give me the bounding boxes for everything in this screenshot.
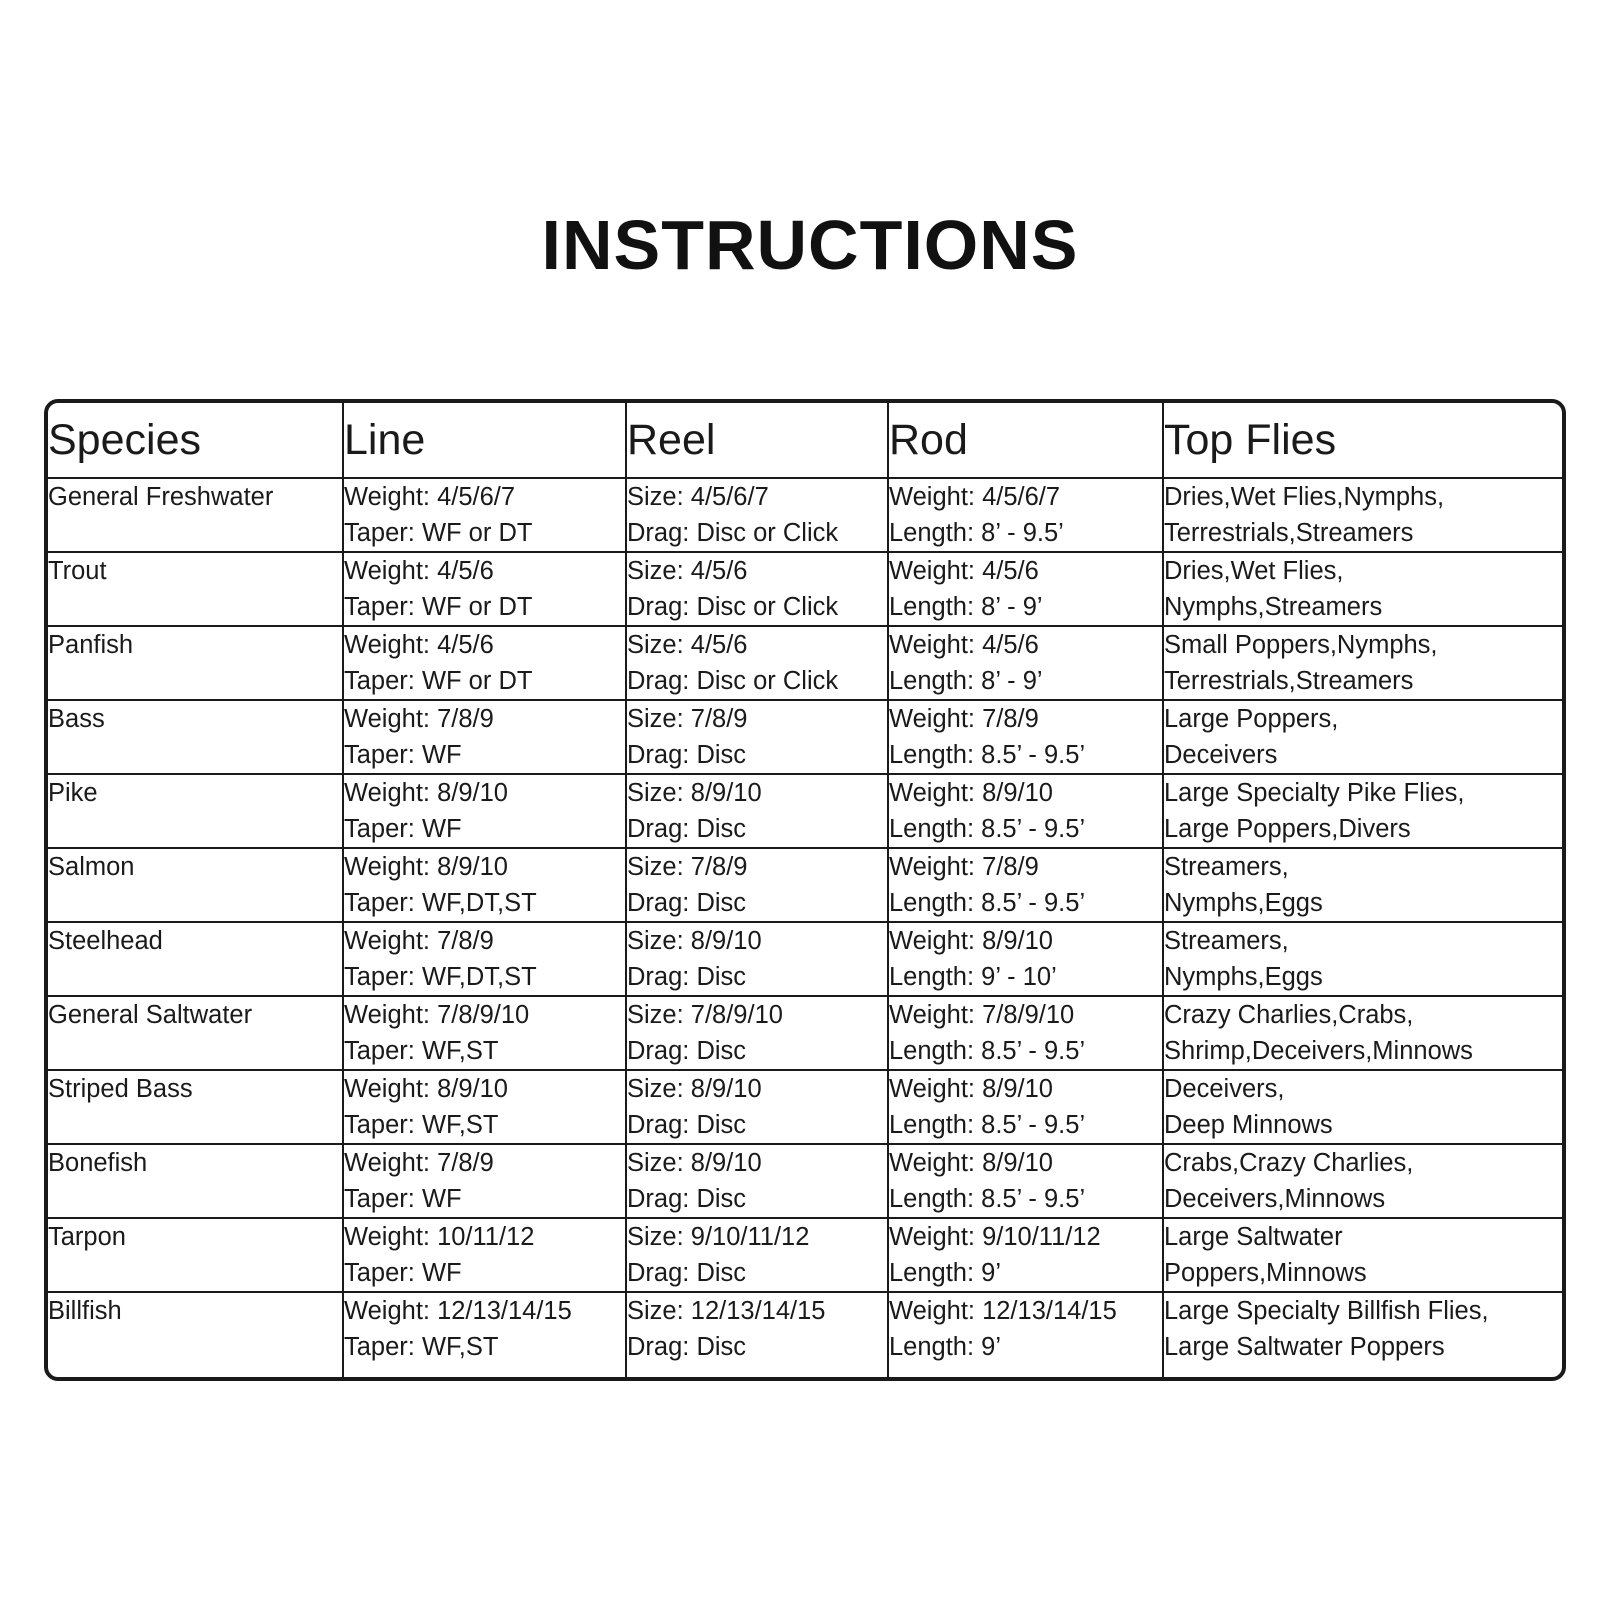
rod-cell (888, 922, 1163, 996)
line-cell-line: Weight: 7/8/9 (344, 1149, 494, 1177)
flies-cell-line: Terrestrials,Streamers (1164, 667, 1414, 695)
reel-cell-line: Drag: Disc (627, 889, 747, 917)
reel-cell (626, 922, 888, 996)
species-name: Salmon (48, 853, 135, 881)
header-reel: Reel (626, 403, 888, 478)
reel-cell-line: Drag: Disc or Click (627, 519, 839, 547)
line-cell-line: Weight: 10/11/12 (344, 1223, 535, 1251)
reel-cell (626, 552, 888, 626)
table-row (48, 922, 1562, 996)
flies-cell-line: Crazy Charlies,Crabs, (1164, 1001, 1414, 1029)
reel-cell-line: Size: 8/9/10 (627, 779, 762, 807)
rod-cell-line: Weight: 12/13/14/15 (889, 1297, 1117, 1325)
header-line: Line (343, 403, 626, 478)
flies-cell-line: Streamers, (1164, 853, 1289, 881)
line-cell-line: Weight: 8/9/10 (344, 1075, 508, 1103)
flies-cell-line: Terrestrials,Streamers (1164, 519, 1414, 547)
header-species: Species (48, 403, 343, 478)
line-cell-line: Taper: WF or DT (344, 519, 533, 547)
line-cell-line: Weight: 7/8/9/10 (344, 1001, 530, 1029)
reel-cell-line: Size: 8/9/10 (627, 1075, 762, 1103)
rod-cell-line: Weight: 4/5/6 (889, 631, 1039, 659)
reel-cell-line: Size: 7/8/9 (627, 705, 748, 733)
rod-cell-line: Weight: 7/8/9 (889, 853, 1039, 881)
flies-cell-line: Dries,Wet Flies,Nymphs, (1164, 483, 1445, 511)
species-cell (48, 1144, 343, 1218)
table-header-row (48, 403, 1562, 478)
rod-cell-line: Length: 8.5’ - 9.5’ (889, 815, 1086, 843)
rod-cell-line: Length: 8.5’ - 9.5’ (889, 1037, 1086, 1065)
header-rod: Rod (888, 403, 1163, 478)
flies-cell (1163, 774, 1562, 848)
line-cell (343, 1292, 626, 1381)
flies-cell-line: Poppers,Minnows (1164, 1259, 1367, 1287)
flies-cell (1163, 922, 1562, 996)
line-cell-line: Taper: WF (344, 815, 462, 843)
reel-cell-line: Size: 4/5/6 (627, 557, 748, 585)
species-table (48, 403, 1562, 1381)
flies-cell (1163, 1218, 1562, 1292)
species-cell (48, 700, 343, 774)
reel-cell-line: Drag: Disc or Click (627, 667, 839, 695)
flies-cell-line: Crabs,Crazy Charlies, (1164, 1149, 1414, 1177)
table-row (48, 552, 1562, 626)
flies-cell (1163, 700, 1562, 774)
species-name: Bonefish (48, 1149, 148, 1177)
rod-cell-line: Length: 8’ - 9’ (889, 593, 1043, 621)
line-cell-line: Taper: WF (344, 1259, 462, 1287)
rod-cell-line: Weight: 8/9/10 (889, 927, 1053, 955)
line-cell-line: Weight: 8/9/10 (344, 853, 508, 881)
rod-cell (888, 552, 1163, 626)
fly-fishing-chart (44, 399, 1566, 1381)
flies-cell (1163, 1292, 1562, 1381)
reel-cell-line: Size: 12/13/14/15 (627, 1297, 826, 1325)
species-name: Tarpon (48, 1223, 126, 1251)
reel-cell (626, 774, 888, 848)
rod-cell (888, 1070, 1163, 1144)
species-cell (48, 1292, 343, 1381)
reel-cell-line: Drag: Disc (627, 1111, 747, 1139)
species-name: Panfish (48, 631, 134, 659)
line-cell-line: Taper: WF,DT,ST (344, 889, 537, 917)
flies-cell (1163, 552, 1562, 626)
reel-cell-line: Drag: Disc or Click (627, 593, 839, 621)
rod-cell-line: Weight: 4/5/6/7 (889, 483, 1061, 511)
reel-cell (626, 1070, 888, 1144)
flies-cell-line: Large Poppers, (1164, 705, 1339, 733)
flies-cell-line: Deceivers,Minnows (1164, 1185, 1386, 1213)
rod-cell-line: Weight: 7/8/9/10 (889, 1001, 1075, 1029)
flies-cell-line: Large Specialty Pike Flies, (1164, 779, 1465, 807)
flies-cell (1163, 848, 1562, 922)
species-name: General Saltwater (48, 1001, 253, 1029)
rod-cell-line: Weight: 8/9/10 (889, 779, 1053, 807)
reel-cell (626, 1292, 888, 1381)
line-cell-line: Weight: 7/8/9 (344, 705, 494, 733)
line-cell-line: Weight: 4/5/6/7 (344, 483, 516, 511)
flies-cell-line: Large Poppers,Divers (1164, 815, 1411, 843)
reel-cell-line: Size: 8/9/10 (627, 927, 762, 955)
species-name: Trout (48, 557, 107, 585)
line-cell-line: Taper: WF,ST (344, 1111, 499, 1139)
species-cell (48, 922, 343, 996)
reel-cell (626, 478, 888, 552)
line-cell-line: Taper: WF or DT (344, 667, 533, 695)
reel-cell (626, 1144, 888, 1218)
reel-cell-line: Drag: Disc (627, 1037, 747, 1065)
line-cell-line: Taper: WF (344, 741, 462, 769)
line-cell-line: Weight: 12/13/14/15 (344, 1297, 572, 1325)
line-cell-line: Taper: WF or DT (344, 593, 533, 621)
species-name: Striped Bass (48, 1075, 193, 1103)
rod-cell-line: Length: 8.5’ - 9.5’ (889, 741, 1086, 769)
rod-cell-line: Length: 8’ - 9.5’ (889, 519, 1064, 547)
table-row (48, 774, 1562, 848)
reel-cell-line: Size: 8/9/10 (627, 1149, 762, 1177)
line-cell (343, 626, 626, 700)
reel-cell-line: Size: 7/8/9 (627, 853, 748, 881)
line-cell (343, 478, 626, 552)
line-cell (343, 1218, 626, 1292)
flies-cell-line: Nymphs,Eggs (1164, 963, 1323, 991)
species-cell (48, 1218, 343, 1292)
flies-cell-line: Nymphs,Eggs (1164, 889, 1323, 917)
rod-cell-line: Length: 8.5’ - 9.5’ (889, 1111, 1086, 1139)
reel-cell-line: Drag: Disc (627, 1259, 747, 1287)
table-row (48, 996, 1562, 1070)
line-cell (343, 552, 626, 626)
rod-cell-line: Length: 8.5’ - 9.5’ (889, 889, 1086, 917)
line-cell-line: Weight: 8/9/10 (344, 779, 508, 807)
line-cell (343, 700, 626, 774)
flies-cell-line: Large Specialty Billfish Flies, (1164, 1297, 1489, 1325)
flies-cell-line: Deceivers (1164, 741, 1278, 769)
flies-cell-line: Deep Minnows (1164, 1111, 1333, 1139)
species-cell (48, 552, 343, 626)
rod-cell (888, 996, 1163, 1070)
reel-cell-line: Drag: Disc (627, 1185, 747, 1213)
flies-cell-line: Shrimp,Deceivers,Minnows (1164, 1037, 1473, 1065)
flies-cell (1163, 626, 1562, 700)
reel-cell-line: Size: 4/5/6 (627, 631, 748, 659)
table-row (48, 700, 1562, 774)
rod-cell (888, 848, 1163, 922)
line-cell-line: Weight: 4/5/6 (344, 631, 494, 659)
flies-cell (1163, 1144, 1562, 1218)
species-name: Billfish (48, 1297, 122, 1325)
rod-cell-line: Weight: 9/10/11/12 (889, 1223, 1101, 1251)
table-row (48, 626, 1562, 700)
flies-cell-line: Small Poppers,Nymphs, (1164, 631, 1438, 659)
header-top-flies: Top Flies (1163, 403, 1562, 478)
line-cell-line: Taper: WF,ST (344, 1037, 499, 1065)
line-cell (343, 1070, 626, 1144)
reel-cell-line: Drag: Disc (627, 963, 747, 991)
reel-cell-line: Drag: Disc (627, 741, 747, 769)
species-cell (48, 626, 343, 700)
rod-cell-line: Weight: 8/9/10 (889, 1149, 1053, 1177)
species-cell (48, 996, 343, 1070)
species-cell (48, 848, 343, 922)
rod-cell-line: Length: 9’ - 10’ (889, 963, 1057, 991)
table-row (48, 1144, 1562, 1218)
table-row (48, 848, 1562, 922)
flies-cell-line: Dries,Wet Flies, (1164, 557, 1344, 585)
species-cell (48, 1070, 343, 1144)
reel-cell (626, 1218, 888, 1292)
rod-cell-line: Weight: 4/5/6 (889, 557, 1039, 585)
line-cell-line: Taper: WF (344, 1185, 462, 1213)
line-cell (343, 922, 626, 996)
flies-cell-line: Streamers, (1164, 927, 1289, 955)
rod-cell-line: Length: 9’ (889, 1333, 1002, 1361)
flies-cell-line: Large Saltwater (1164, 1223, 1343, 1251)
species-cell (48, 774, 343, 848)
reel-cell (626, 848, 888, 922)
page-title: INSTRUCTIONS (541, 206, 1079, 284)
line-cell-line: Weight: 7/8/9 (344, 927, 494, 955)
species-name: General Freshwater (48, 483, 274, 511)
rod-cell-line: Weight: 8/9/10 (889, 1075, 1053, 1103)
flies-cell-line: Large Saltwater Poppers (1164, 1333, 1445, 1361)
line-cell (343, 848, 626, 922)
rod-cell-line: Length: 8.5’ - 9.5’ (889, 1185, 1086, 1213)
reel-cell-line: Drag: Disc (627, 815, 747, 843)
species-name: Pike (48, 779, 98, 807)
line-cell-line: Weight: 4/5/6 (344, 557, 494, 585)
reel-cell-line: Size: 9/10/11/12 (627, 1223, 810, 1251)
line-cell-line: Taper: WF,ST (344, 1333, 499, 1361)
reel-cell-line: Drag: Disc (627, 1333, 747, 1361)
rod-cell-line: Length: 8’ - 9’ (889, 667, 1043, 695)
line-cell-line: Taper: WF,DT,ST (344, 963, 537, 991)
flies-cell-line: Nymphs,Streamers (1164, 593, 1383, 621)
rod-cell (888, 478, 1163, 552)
flies-cell (1163, 478, 1562, 552)
rod-cell (888, 626, 1163, 700)
species-name: Bass (48, 705, 105, 733)
table-row (48, 1292, 1562, 1381)
reel-cell-line: Size: 7/8/9/10 (627, 1001, 783, 1029)
rod-cell (888, 700, 1163, 774)
flies-cell-line: Deceivers, (1164, 1075, 1285, 1103)
flies-cell (1163, 1070, 1562, 1144)
table-row (48, 1218, 1562, 1292)
line-cell (343, 1144, 626, 1218)
reel-cell (626, 996, 888, 1070)
rod-cell-line: Length: 9’ (889, 1259, 1002, 1287)
reel-cell-line: Size: 4/5/6/7 (627, 483, 769, 511)
flies-cell (1163, 996, 1562, 1070)
rod-cell (888, 774, 1163, 848)
rod-cell (888, 1218, 1163, 1292)
reel-cell (626, 700, 888, 774)
species-name: Steelhead (48, 927, 163, 955)
table-row (48, 478, 1562, 552)
rod-cell (888, 1292, 1163, 1381)
species-cell (48, 478, 343, 552)
line-cell (343, 996, 626, 1070)
rod-cell (888, 1144, 1163, 1218)
line-cell (343, 774, 626, 848)
reel-cell (626, 626, 888, 700)
table-body (48, 478, 1562, 1381)
table-row (48, 1070, 1562, 1144)
rod-cell-line: Weight: 7/8/9 (889, 705, 1039, 733)
